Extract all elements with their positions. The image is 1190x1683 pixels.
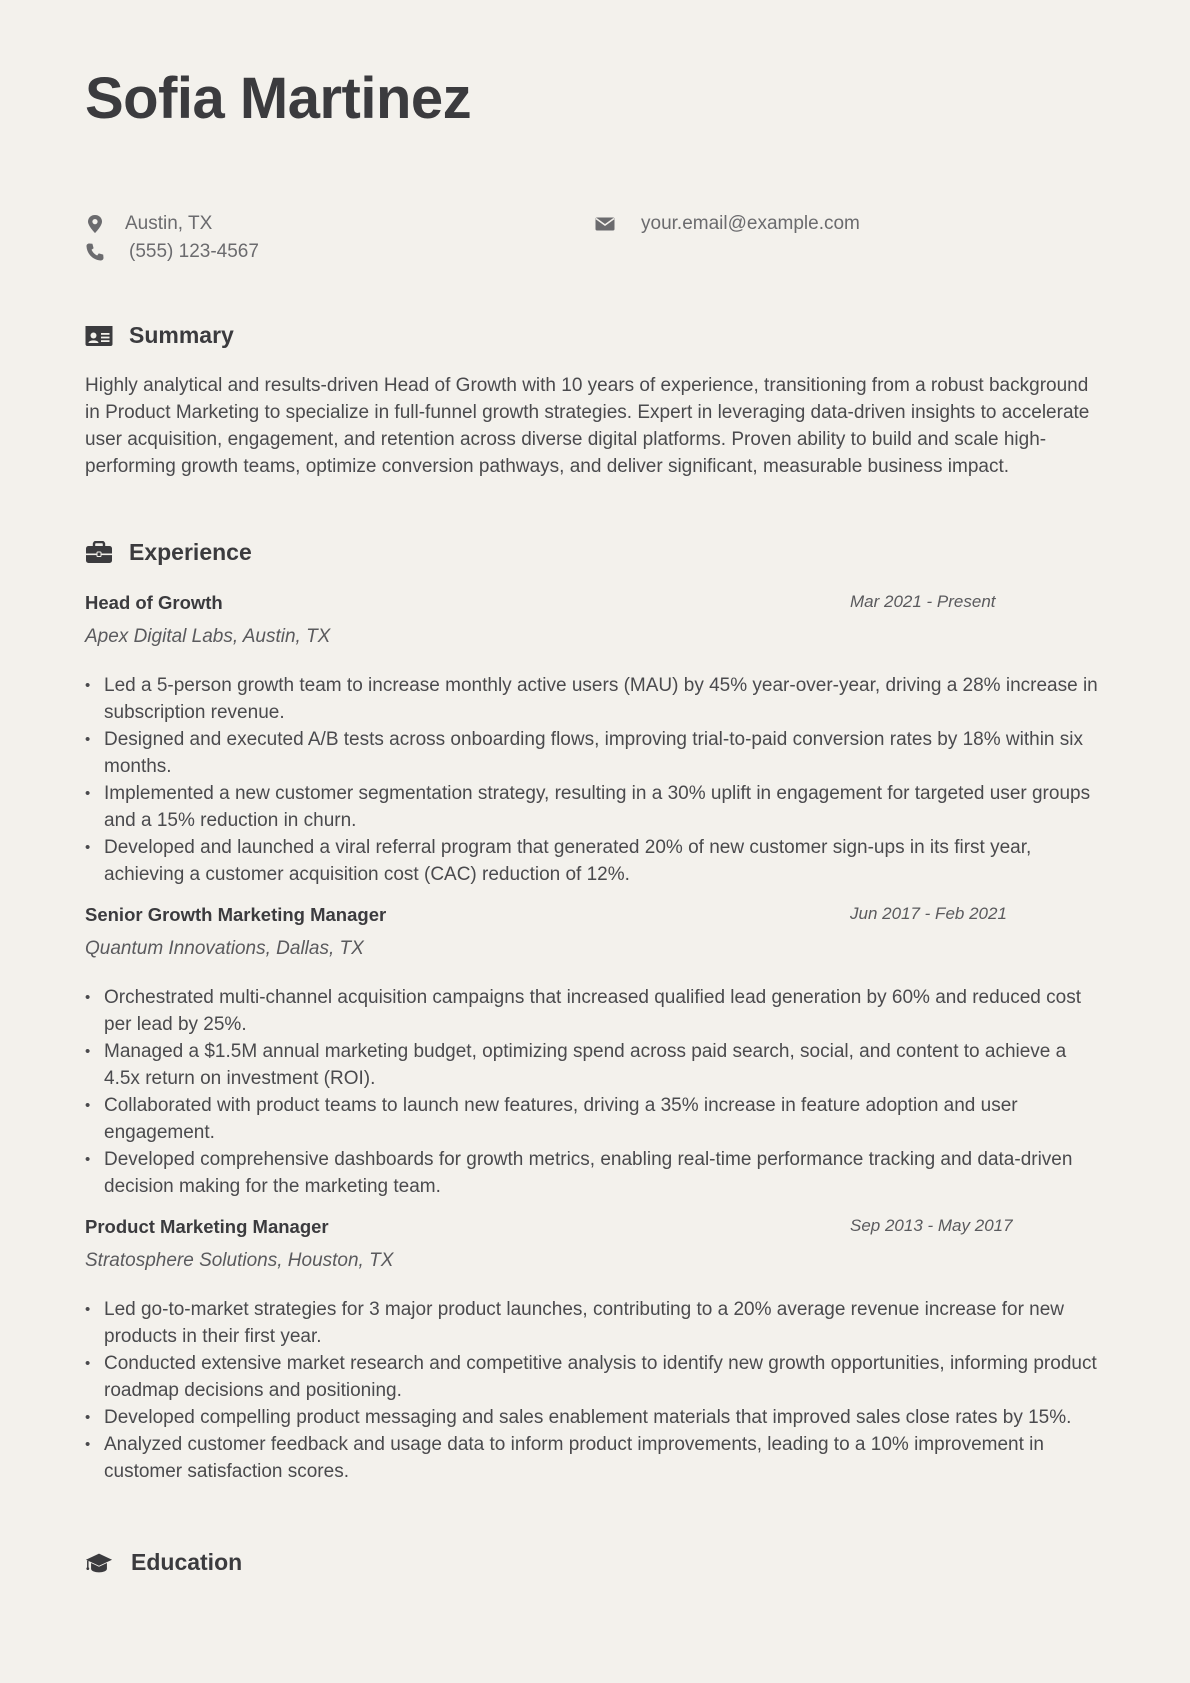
list-item: • Developed comprehensive dashboards for growth metrics, enabling real-time performance tracking and data-driven decision making for the marketing team.	[85, 1146, 1105, 1200]
list-item: • Analyzed customer feedback and usage data to inform product improvements, leading to a 10% improvement in customer satisfaction scores.	[85, 1431, 1105, 1485]
job-title: Senior Growth Marketing Manager	[85, 904, 387, 925]
email-text[interactable]: your.email@example.com	[641, 213, 860, 234]
list-item: • Collaborated with product teams to launch new features, driving a 35% increase in feature adoption and user engagement.	[85, 1092, 1105, 1146]
list-item: • Developed and launched a viral referral program that generated 20% of new customer sign-ups in its first year, achieving a customer acquisition cost (CAC) reduction of 12%.	[85, 834, 1105, 888]
list-item: • Orchestrated multi-channel acquisition campaigns that increased qualified lead generation by 60% and reduced cost per lead by 25%.	[85, 984, 1105, 1038]
envelope-icon	[595, 214, 615, 234]
education-heading	[85, 1549, 242, 1576]
list-item: • Developed compelling product messaging and sales enablement materials that improved sales close rates by 15%.	[85, 1404, 1105, 1431]
summary-heading-text: Summary	[129, 322, 234, 348]
contact-location	[85, 213, 212, 235]
list-item: • Designed and executed A/B tests across onboarding flows, improving trial-to-paid conversion rates by 18% within six months.	[85, 726, 1105, 780]
contact-email	[595, 213, 860, 235]
phone-icon	[85, 242, 105, 262]
list-item: • Led go-to-market strategies for 3 major product launches, contributing to a 20% average revenue increase for new products in their first year.	[85, 1296, 1105, 1350]
briefcase-icon	[85, 541, 113, 565]
list-item: • Conducted extensive market research and competitive analysis to identify new growth opportunities, informing product roadmap decisions and positioning.	[85, 1350, 1105, 1404]
job-dates: Mar 2021 - Present	[850, 592, 996, 611]
summary-paragraph: Highly analytical and results-driven Head of Growth with 10 years of experience, transitioning from a robust background in Product Marketing to specialize in full-funnel growth strategies. Expert in leveraging data-driven insights to accelerate user acquisition, engagement, and retention across diverse digital platforms. Proven ability to build and scale high-performing growth teams, optimize conversion pathways, and deliver significant, measurable business impact.	[85, 375, 1090, 477]
list-item: • Managed a $1.5M annual marketing budget, optimizing spend across paid search, social, and content to achieve a 4.5x return on investment (ROI).	[85, 1038, 1105, 1092]
job-title: Head of Growth	[85, 592, 223, 613]
candidate-name: Sofia Martinez	[85, 66, 472, 131]
job-company: Quantum Innovations, Dallas, TX	[85, 938, 364, 959]
graduation-cap-icon	[85, 1551, 115, 1575]
list-item: • Led a 5-person growth team to increase monthly active users (MAU) by 45% year-over-year, driving a 28% increase in subscription revenue.	[85, 672, 1105, 726]
education-heading-text: Education	[131, 1549, 243, 1575]
location-text: Austin, TX	[125, 213, 213, 234]
id-card-icon	[85, 324, 113, 348]
job-bullets	[85, 672, 1105, 888]
contact-phone	[85, 241, 259, 263]
experience-heading	[85, 539, 252, 566]
job-company: Apex Digital Labs, Austin, TX	[85, 626, 331, 647]
job-company: Stratosphere Solutions, Houston, TX	[85, 1250, 394, 1271]
summary-heading	[85, 322, 234, 349]
job-dates: Jun 2017 - Feb 2021	[850, 904, 1007, 923]
job-title: Product Marketing Manager	[85, 1216, 329, 1237]
job-dates: Sep 2013 - May 2017	[850, 1216, 1013, 1235]
phone-text[interactable]: (555) 123-4567	[129, 241, 259, 262]
job-bullets	[85, 984, 1105, 1200]
job-bullets	[85, 1296, 1105, 1485]
map-pin-icon	[85, 214, 105, 234]
experience-heading-text: Experience	[129, 539, 252, 565]
list-item: • Implemented a new customer segmentation strategy, resulting in a 30% uplift in engagement for targeted user groups and a 15% reduction in churn.	[85, 780, 1105, 834]
